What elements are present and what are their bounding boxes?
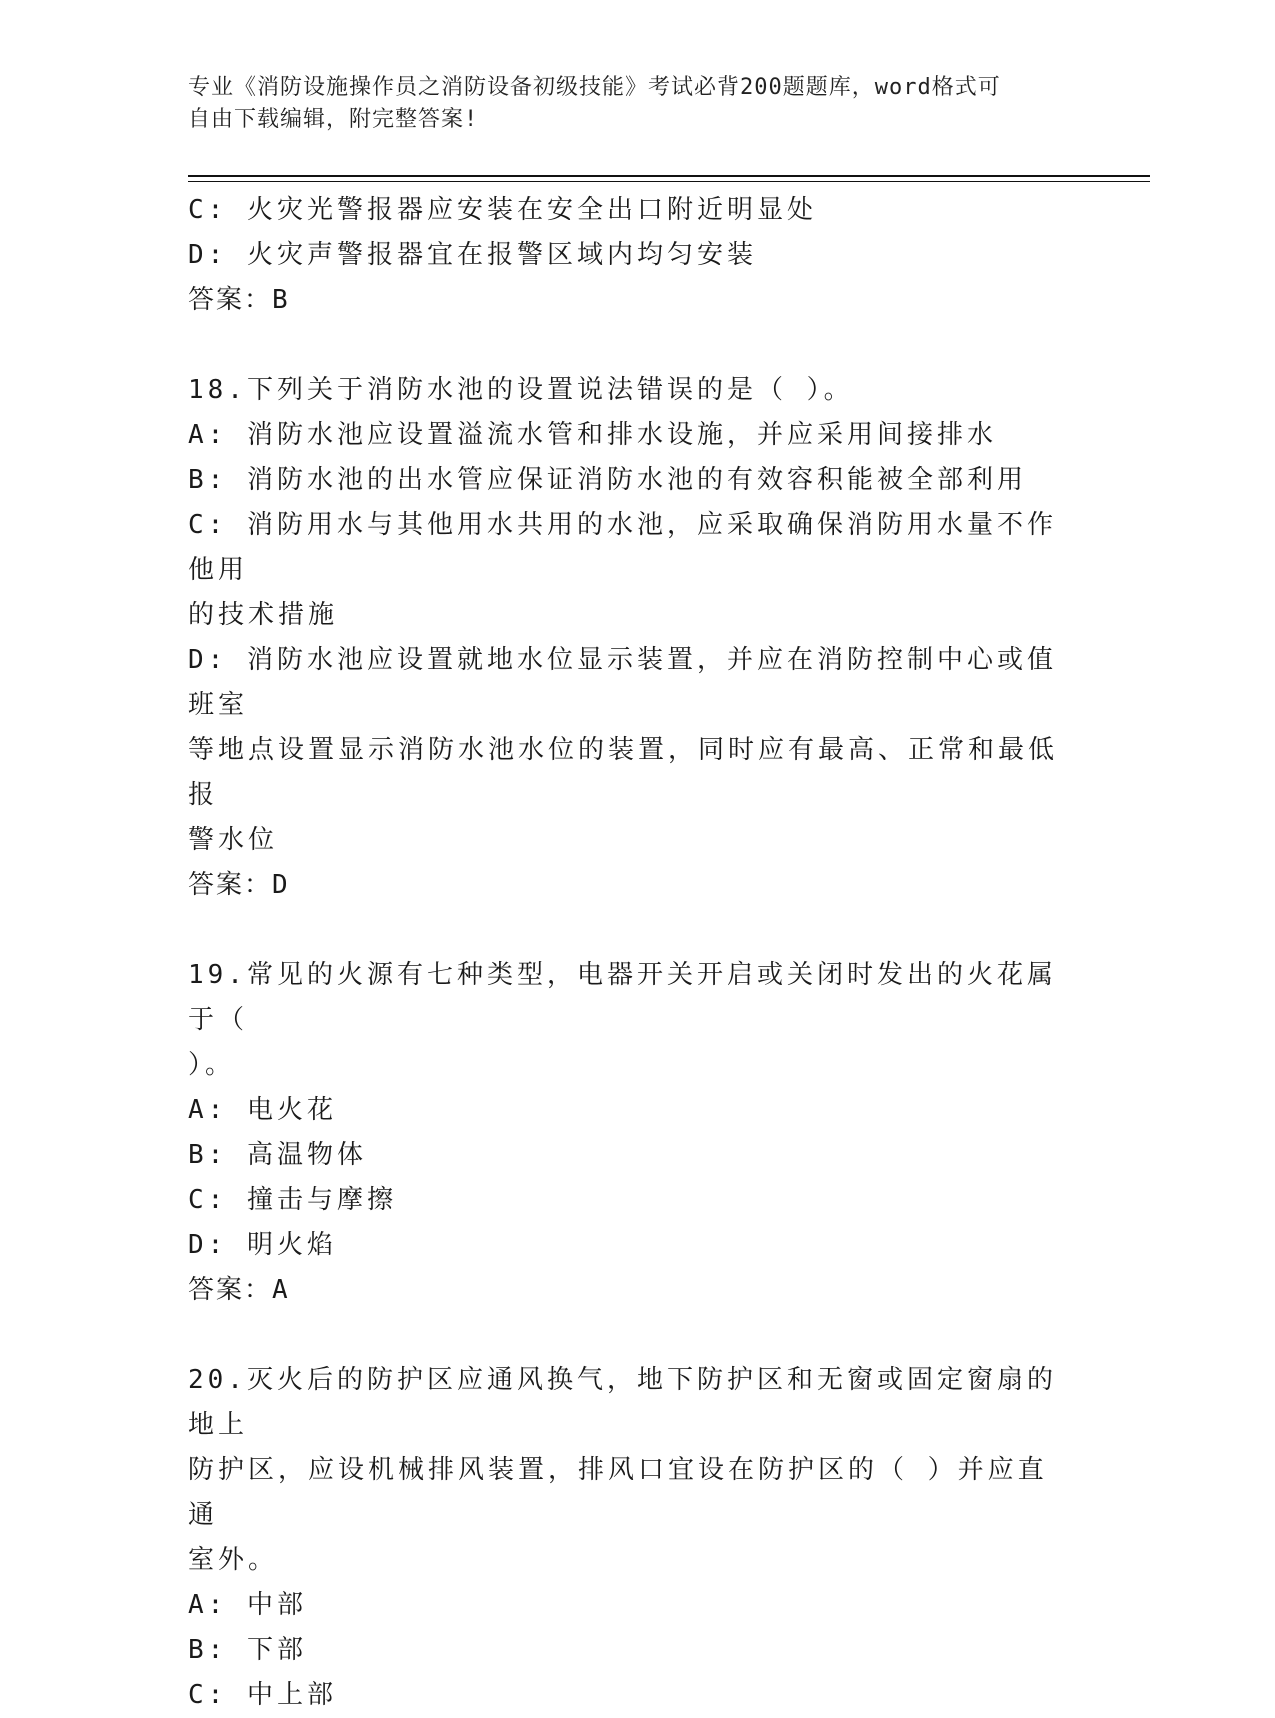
document-header <box>188 72 1068 136</box>
spacer <box>188 1313 1068 1358</box>
question-17-continued <box>188 188 1068 323</box>
option-c-continued: 的技术措施 <box>188 600 339 630</box>
option-b: B: 消防水池的出水管应保证消防水池的有效容积能被全部利用 <box>188 465 1027 495</box>
option-b: B: 下部 <box>188 1635 307 1665</box>
spacer <box>188 323 1068 368</box>
option-d-continued: 警水位 <box>188 825 279 855</box>
spacer <box>188 908 1068 953</box>
question-stem: 19.常见的火源有七种类型，电器开关开启或关闭时发出的火花属于（ <box>188 960 1057 1035</box>
header-divider-thick <box>188 175 1150 177</box>
option-c: C: 火灾光警报器应安装在安全出口附近明显处 <box>188 195 817 225</box>
question-19 <box>188 953 1068 1313</box>
header-line-2: 自由下载编辑，附完整答案! <box>188 107 479 132</box>
option-c: C: 撞击与摩擦 <box>188 1185 397 1215</box>
option-d: D: 明火焰 <box>188 1230 337 1260</box>
answer: 答案：D <box>188 870 290 900</box>
option-b: B: 高温物体 <box>188 1140 367 1170</box>
question-20 <box>188 1358 1068 1718</box>
question-stem: 18.下列关于消防水池的设置说法错误的是（ ）。 <box>188 375 854 405</box>
option-a: A: 消防水池应设置溢流水管和排水设施，并应采用间接排水 <box>188 420 997 450</box>
header-divider-thin <box>188 181 1150 182</box>
question-list <box>188 188 1068 1718</box>
option-d: D: 火灾声警报器宜在报警区域内均匀安装 <box>188 240 757 270</box>
option-a: A: 电火花 <box>188 1095 337 1125</box>
option-d: D: 消防水池应设置就地水位显示装置，并应在消防控制中心或值班室 <box>188 645 1057 720</box>
answer: 答案：A <box>188 1275 290 1305</box>
question-stem-continued: ）。 <box>188 1050 236 1080</box>
question-stem-continued: 室外。 <box>188 1545 279 1575</box>
option-a: A: 中部 <box>188 1590 307 1620</box>
question-18 <box>188 368 1068 908</box>
question-stem-continued: 防护区，应设机械排风装置，排风口宜设在防护区的（ ）并应直通 <box>188 1455 1048 1530</box>
header-line-1: 专业《消防设施操作员之消防设备初级技能》考试必背200题题库，word格式可 <box>188 75 1001 100</box>
option-d-continued: 等地点设置显示消防水池水位的装置，同时应有最高、正常和最低报 <box>188 735 1059 810</box>
question-stem: 20.灭火后的防护区应通风换气，地下防护区和无窗或固定窗扇的地上 <box>188 1365 1057 1440</box>
option-c: C: 中上部 <box>188 1680 337 1710</box>
answer: 答案：B <box>188 285 290 315</box>
option-c: C: 消防用水与其他用水共用的水池，应采取确保消防用水量不作他用 <box>188 510 1057 585</box>
